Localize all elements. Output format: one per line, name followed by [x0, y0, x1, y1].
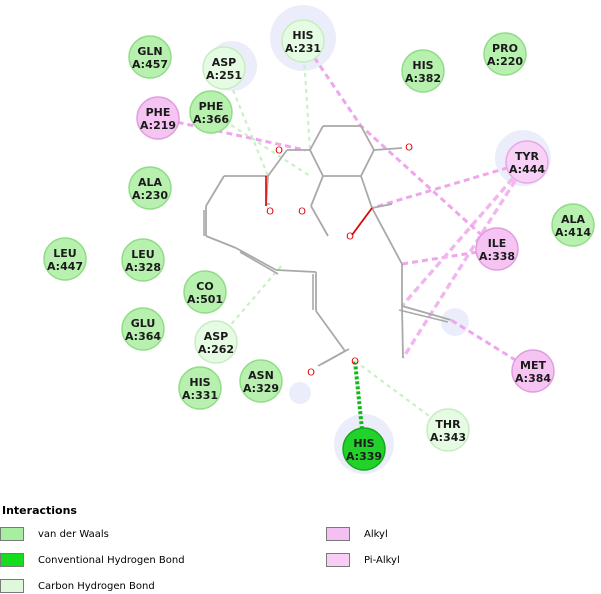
residue-number: A:382	[404, 72, 442, 85]
residue-asp251	[203, 47, 245, 89]
residue-number: A:339	[345, 450, 383, 463]
residue-name: ALA	[137, 176, 163, 189]
interaction-line-alkyl	[361, 126, 497, 249]
legend-swatch	[0, 553, 24, 567]
bond-line	[310, 150, 323, 176]
residue-ala230	[129, 167, 171, 209]
residue-gln457	[129, 36, 171, 78]
bond-line	[206, 236, 236, 248]
residue-name: PRO	[492, 42, 518, 55]
residue-number: A:262	[197, 343, 235, 356]
bond-line	[310, 126, 323, 150]
residue-name: PHE	[145, 106, 171, 119]
legend-swatch	[0, 579, 24, 593]
residue-met384	[512, 350, 554, 392]
residue-number: A:444	[508, 163, 546, 176]
double-bond-line	[240, 252, 278, 274]
residue-his231	[282, 20, 324, 62]
legend-swatch	[326, 527, 350, 541]
residue-pro220	[484, 33, 526, 75]
bond-line	[311, 206, 328, 236]
residue-number: A:501	[186, 293, 224, 306]
residue-number: A:219	[139, 119, 177, 132]
residue-number: A:384	[514, 372, 552, 385]
oxygen-atom-label: O	[275, 145, 283, 157]
residue-name: ILE	[487, 237, 507, 250]
legend-label: van der Waals	[38, 528, 109, 540]
bond-line	[206, 176, 224, 206]
oxygen-atom-label: O	[266, 206, 274, 218]
residue-name: ASP	[211, 56, 237, 69]
legend-item	[0, 526, 109, 542]
solvent-halo	[289, 382, 311, 404]
residue-phe219	[137, 97, 179, 139]
bond-line	[402, 306, 403, 358]
residue-phe366	[190, 91, 232, 133]
residue-name: HIS	[189, 376, 211, 389]
legend-label: Alkyl	[364, 528, 388, 540]
residue-name: THR	[435, 418, 461, 431]
legend-swatch	[0, 527, 24, 541]
legend-title: Interactions	[2, 504, 77, 517]
oxygen-atom-label: O	[351, 356, 359, 368]
residue-number: A:343	[429, 431, 467, 444]
residue-number: A:366	[192, 113, 230, 126]
bond-line	[361, 150, 374, 176]
residue-asp262	[195, 321, 237, 363]
legend-item	[0, 578, 155, 594]
residue-number: A:220	[486, 55, 524, 68]
residue-glu364	[122, 308, 164, 350]
residue-name: HIS	[353, 437, 375, 450]
residue-number: A:447	[46, 260, 84, 273]
residue-leu447	[44, 238, 86, 280]
residue-name: LEU	[53, 247, 77, 260]
residue-name: TYR	[515, 150, 539, 163]
bond-line	[316, 311, 345, 351]
oxygen-atom-label: O	[346, 231, 354, 243]
residue-his339	[343, 428, 385, 470]
legend-item	[0, 552, 185, 568]
residue-name: PHE	[198, 100, 224, 113]
residue-name: MET	[520, 359, 546, 372]
residue-number: A:364	[124, 330, 162, 343]
bond-line	[236, 248, 276, 270]
oxygen-atom-label: O	[405, 142, 413, 154]
legend-item	[326, 526, 388, 542]
residue-name: ASP	[203, 330, 229, 343]
residue-thr343	[427, 409, 469, 451]
oxygen-atom-label: O	[298, 206, 306, 218]
residue-name: CO	[196, 280, 214, 293]
legend-swatch	[326, 553, 350, 567]
bond-line	[361, 126, 374, 150]
legend-label: Conventional Hydrogen Bond	[38, 554, 185, 566]
residue-name: ALA	[560, 213, 586, 226]
residue-number: A:231	[284, 42, 322, 55]
bond-line	[374, 148, 402, 150]
legend-label: Pi-Alkyl	[364, 554, 400, 566]
bond-line	[276, 270, 316, 272]
oxygen-atom-label: O	[307, 367, 315, 379]
bond-line	[311, 176, 323, 206]
epoxide-bond	[352, 208, 372, 235]
residue-name: LEU	[131, 248, 155, 261]
residue-his331	[179, 367, 221, 409]
residue-leu328	[122, 239, 164, 281]
residue-number: A:230	[131, 189, 169, 202]
residue-number: A:331	[181, 389, 219, 402]
residue-number: A:414	[554, 226, 592, 239]
interaction-line-alkyl	[158, 118, 305, 150]
residue-name: ASN	[248, 369, 274, 382]
residue-ile338	[476, 228, 518, 270]
residue-nodes	[44, 20, 594, 470]
residue-number: A:251	[205, 69, 243, 82]
bond-line	[372, 208, 402, 264]
residue-co501	[184, 271, 226, 313]
residue-number: A:329	[242, 382, 280, 395]
residue-tyr444	[506, 141, 548, 183]
residue-name: HIS	[412, 59, 434, 72]
double-bond-line	[322, 349, 349, 364]
residue-name: GLU	[130, 317, 156, 330]
residue-asn329	[240, 360, 282, 402]
residue-his382	[402, 50, 444, 92]
bond-line	[361, 176, 372, 208]
legend-label: Carbon Hydrogen Bond	[38, 580, 155, 592]
legend	[0, 500, 601, 593]
residue-name: GLN	[137, 45, 163, 58]
residue-ala414	[552, 204, 594, 246]
legend-item	[326, 552, 400, 568]
residue-number: A:457	[131, 58, 169, 71]
residue-number: A:338	[478, 250, 516, 263]
residue-name: HIS	[292, 29, 314, 42]
residue-number: A:328	[124, 261, 162, 274]
